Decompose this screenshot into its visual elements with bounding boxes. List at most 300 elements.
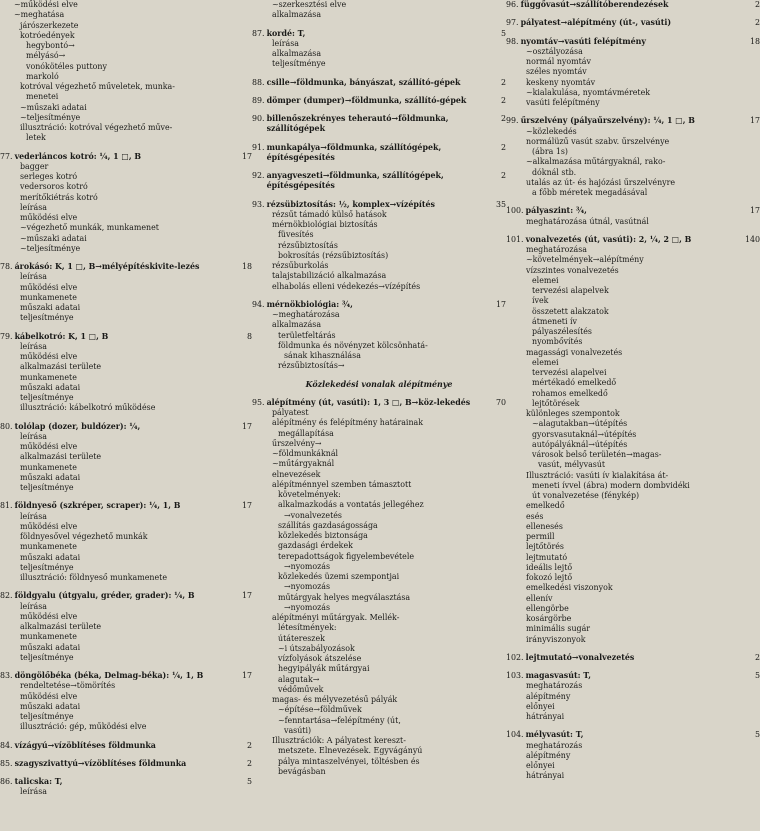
entry-subitem: illusztráció: földnyeső munkamenete <box>20 573 168 582</box>
entry-title: vízágyú→vízöblítéses földmunka <box>14 740 156 750</box>
index-entry <box>0 671 252 733</box>
entry-subitem: dóknál stb. <box>532 167 577 177</box>
entry-title: billenőszekrényes teherautó→földmunka, szállítógépek <box>266 114 449 134</box>
entry-subitem: alkalmazkodás a vontatás jellegéhez <box>278 500 424 510</box>
entry-subitem: műtárgyak helyes megválasztása <box>278 592 411 602</box>
entry-subitem: átmeneti ív <box>532 316 577 326</box>
entry-count: 17 <box>241 501 252 511</box>
entry-subitem: terepadottságok figyelembevétele <box>278 551 415 561</box>
entry-header <box>252 78 506 88</box>
entry-subitem: metszete. Elnevezések. Egyvágányú <box>278 746 423 756</box>
entry-count: 2 <box>500 95 506 105</box>
index-entry <box>252 200 506 292</box>
entry-subitem: elnevezések <box>272 469 321 479</box>
entry-title: függővasút→szállítóberendezések <box>520 0 669 9</box>
entry-title: dömper (dumper)→földmunka, szállító-gépek <box>266 95 467 105</box>
entry-header <box>0 152 252 162</box>
entry-subitem: működési elve <box>20 691 78 701</box>
entry-title: mélyvasút: T, <box>525 730 584 740</box>
entry-count: 35 <box>495 199 506 209</box>
entry-subitem: permill <box>526 532 555 541</box>
entry-count: 18 <box>749 36 760 46</box>
entry-number: 86. <box>0 777 13 786</box>
entry-number: 103. <box>506 671 524 680</box>
entry-subitem: munkamenete <box>20 462 77 472</box>
entry-count: 2 <box>500 77 506 87</box>
entry-subitem: területfeltárás <box>278 330 336 340</box>
entry-subitem: műszaki adatai <box>20 642 81 652</box>
index-entry <box>0 152 252 255</box>
entry-subitem: ellenesés <box>526 521 563 531</box>
entry-subitem: →vonalvezetés <box>284 510 342 520</box>
entry-subitem: ~építése→földművek <box>278 705 362 715</box>
entry-number: 91. <box>252 142 265 152</box>
entry-header <box>0 262 252 272</box>
entry-subitem: mélyásó→ <box>26 51 66 61</box>
entry-subitem: közlekedés biztonsága <box>278 531 368 540</box>
entry-subitem: kotróedények <box>20 30 75 40</box>
entry-subitem: ~teljesítménye <box>20 112 81 122</box>
entry-number: 98. <box>506 36 519 46</box>
entry-subitem: ~meghatározása <box>272 310 340 319</box>
entry-title: nyomtáv→vasúti felépítmény <box>520 36 646 46</box>
entry-subitem: útátereszek <box>278 633 325 643</box>
entry-count: 5 <box>754 730 760 740</box>
index-entry <box>252 300 506 372</box>
entry-subitem: keskeny nyomtáv <box>526 77 596 87</box>
index-entry <box>0 759 252 769</box>
entry-subitem: lejtőtörés <box>526 542 564 552</box>
entry-subitem: közlekedés üzemi szempontjai <box>278 572 400 581</box>
entry-title: munkapálya→földmunka, szállítógépek, építésgépesítés <box>266 142 442 162</box>
index-entry <box>506 206 760 227</box>
index-entry <box>252 398 506 777</box>
entry-subitem: illusztráció: kotróval végezhető műve- <box>20 123 173 132</box>
entry-subitem: magas- és mélyvezetésű pályák <box>272 695 398 704</box>
entry-subitem: normálüzű vasút szabv. űrszelvénye <box>526 136 670 146</box>
entry-count: 17 <box>241 151 252 161</box>
entry-subitem: leírása <box>20 601 47 611</box>
entry-subitem: műszaki adatai <box>20 472 81 482</box>
column-2 <box>252 0 506 785</box>
entry-subitem: ellengörbe <box>526 603 569 613</box>
index-entry <box>506 235 760 645</box>
entry-title: rézsübiztosítás: ½, komplex→vízépítés <box>266 199 435 209</box>
entry-number: 101. <box>506 234 524 244</box>
entry-subitem: hátrányai <box>526 712 565 721</box>
entry-title: földnyeső (szkréper, scraper): ¼, 1, B <box>14 501 181 511</box>
entry-subitem: ~műszaki adatai <box>20 233 87 243</box>
entry-title: kordé: T, <box>266 28 306 38</box>
entry-subitem: rendeltetése→tömörítés <box>20 681 116 691</box>
entry-count: 5 <box>500 28 506 38</box>
entry-subitem: ~alkalmazása műtárgyaknál, rako- <box>526 157 666 167</box>
index-entry <box>252 143 506 164</box>
entry-count: 8 <box>246 331 252 341</box>
entry-subitem: ideális lejtő <box>526 562 573 572</box>
entry-title: alépítmény (út, vasúti): 1, 3 □, B→köz-lekedés <box>266 397 471 407</box>
entry-subitem: vasúti) <box>284 725 312 735</box>
entry-subitem: minimális sugár <box>526 624 591 634</box>
entry-subitem: ~teljesítménye <box>20 243 81 253</box>
entry-subitem: rézsűbiztosítás <box>278 240 338 250</box>
entry-number: 85. <box>0 758 13 768</box>
entry-subitem: kotróval végezhető műveletek, munka- <box>20 82 175 91</box>
entry-number: 95. <box>252 397 265 407</box>
entry-subitem: gyorsvasutaknál→útépítés <box>532 429 637 439</box>
entry-number: 79. <box>0 331 13 341</box>
entry-title: pályatest→alépítmény (út-, vasúti) <box>520 18 672 28</box>
entry-subitem: ~i útszabályozások <box>278 643 355 653</box>
entry-subitem: bevágásban <box>278 766 326 776</box>
entry-subitem: markoló <box>26 71 59 81</box>
entry-subitem: rézsűburkolás <box>272 261 329 270</box>
entry-subitem: űrszelvény→ <box>272 438 322 448</box>
entry-number: 94. <box>252 299 265 309</box>
entry-subitem: →nyomozás <box>284 561 331 571</box>
entry-subitem: hátrányai <box>526 771 565 781</box>
entry-count: 17 <box>241 671 252 680</box>
entry-header <box>252 29 506 39</box>
entry-subitem: illusztráció: kábelkotró működése <box>20 403 156 413</box>
entry-subitem: ~fenntartása→felépítmény (út, <box>278 715 401 725</box>
index-entry <box>252 114 506 135</box>
entry-subitem: meghatározása útnál, vasútnál <box>526 216 649 226</box>
entry-subitem: meghatározás <box>526 740 583 750</box>
entry-number: 99. <box>506 116 519 126</box>
entry-subitem: elemei <box>532 275 559 285</box>
entry-subitem: műszaki adatai <box>20 701 81 711</box>
entry-subitem: vonókötéles puttony <box>26 61 107 71</box>
index-entry <box>0 332 252 414</box>
entry-subitem: bokrosítás (rézsűbiztosítás) <box>278 250 389 260</box>
entry-header <box>252 200 506 210</box>
entry-subitem: emelkedő <box>526 501 565 511</box>
entry-title: csille→földmunka, bányászat, szállító-gépek <box>266 77 461 87</box>
entry-number: 104. <box>506 730 524 740</box>
entry-subitem: letek <box>26 133 46 143</box>
entry-subitem: leírása <box>272 38 299 48</box>
entry-subitem: teljesítménye <box>272 59 326 69</box>
entry-title: árokásó: K, 1 □, B→mélyépítéskivite-lezés <box>14 262 200 271</box>
entry-title: lejtmutató→vonalvezetés <box>525 652 635 662</box>
entry-header <box>506 730 760 740</box>
entry-subitem: ellenív <box>526 593 553 603</box>
entry-count: 5 <box>246 777 252 786</box>
entry-header <box>0 759 252 769</box>
entry-number: 93. <box>252 199 265 209</box>
entry-count: 2 <box>754 652 760 662</box>
entry-subitem: meghatározása <box>526 245 588 254</box>
entry-number: 97. <box>506 18 519 28</box>
entry-subitem: ~szerkesztési elve <box>272 0 347 9</box>
entry-count: 17 <box>749 116 760 126</box>
entry-subitem: merítőkiétrás kotró <box>20 192 98 202</box>
entry-title: talicska: T, <box>14 777 63 786</box>
entry-subitem: fokozó lejtő <box>526 573 573 582</box>
entry-subitem: utalás az út- és hajózási űrszelvényre <box>526 177 676 187</box>
entry-subitem: alkalmazási területe <box>20 452 102 462</box>
entry-subitem: mérnökbiológiai biztosítás <box>272 220 378 229</box>
entry-subitem: →nyomozás <box>284 582 331 592</box>
entry-subitem: vedersoros kotró <box>20 182 88 192</box>
entry-header <box>506 671 760 681</box>
entry-number: 87. <box>252 28 265 38</box>
entry-number: 77. <box>0 151 13 161</box>
entry-header <box>0 332 252 342</box>
index-entry <box>252 29 506 70</box>
entry-subitem: pályatest <box>272 408 309 417</box>
entry-header <box>252 300 506 310</box>
entry-subitem: ~végezhető munkák, munkamenet <box>20 223 159 233</box>
entry-subitem: ~földmunkáknál <box>272 449 339 458</box>
entry-number: 78. <box>0 262 13 271</box>
entry-header <box>0 422 252 432</box>
entry-subitem: sának kihasználása <box>284 351 361 360</box>
entry-subitem: emelkedési viszonyok <box>526 583 613 593</box>
entry-number: 89. <box>252 95 265 105</box>
index-entry <box>506 18 760 28</box>
entry-subitem: működési elve <box>20 442 78 451</box>
entry-subitem: magassági vonalvezetés <box>526 347 623 357</box>
entry-subitem: út vonalvezetése (fénykép) <box>532 491 640 500</box>
entry-count: 5 <box>754 671 760 680</box>
entry-subitem: bagger <box>20 161 49 171</box>
index-entry <box>0 591 252 663</box>
entry-subitem: a főbb méretek megadásával <box>532 188 648 197</box>
entry-header <box>252 143 506 164</box>
entry-header <box>506 116 760 126</box>
entry-number: 80. <box>0 421 13 431</box>
entry-header <box>506 37 760 47</box>
entry-subitem: teljesítménye <box>20 393 74 402</box>
entry-subitem: megállapítása <box>278 428 334 438</box>
entry-subitem: (ábra 1s) <box>532 147 568 156</box>
entry-subitem: járószerkezete <box>20 20 79 30</box>
entry-subitem: elemei <box>532 357 559 367</box>
entry-subitem: ~műtárgyaknál <box>272 459 335 469</box>
entry-subitem: létesítmények: <box>278 623 337 633</box>
entry-subitem: szállítás gazdaságossága <box>278 520 378 530</box>
index-entry <box>252 171 506 192</box>
entry-subitem: széles nyomtáv <box>526 67 587 77</box>
entry-number: 82. <box>0 591 13 601</box>
entry-subitem: földnyesővel végezhető munkák <box>20 532 148 541</box>
entry-number: 88. <box>252 77 265 87</box>
column-1 <box>0 0 252 806</box>
entry-title: vederláncos kotró: ¼, 1 □, B <box>14 151 142 161</box>
index-entry <box>0 0 252 144</box>
entry-subitem: leírása <box>20 431 47 441</box>
entry-subitem: alépítmény <box>526 750 571 760</box>
entry-header <box>0 591 252 601</box>
entry-subitem: teljesítménye <box>20 562 74 572</box>
entry-title: földgyalu (útgyalu, gréder, grader): ¼, B <box>14 591 195 601</box>
entry-subitem: ~meghatása <box>14 10 65 20</box>
entry-number: 83. <box>0 671 13 680</box>
entry-subitem: elhabolás elleni védekezés→vízépítés <box>272 281 421 291</box>
entry-header <box>252 96 506 106</box>
entry-subitem: Illusztráció: vasúti ív kialakítása át- <box>526 470 669 480</box>
entry-number: 100. <box>506 206 524 216</box>
entry-subitem: alépítmény és felépítmény határainak <box>272 418 424 428</box>
entry-subitem: vízszintes vonalvezetés <box>526 265 619 275</box>
entry-title: tolólap (dozer, buldózer): ¼, <box>14 421 141 431</box>
entry-subitem: alkalmazása <box>272 49 322 58</box>
entry-title: anyagveszeti→földmunka, szállítógépek, építésgépesítés <box>266 171 444 191</box>
entry-header <box>0 671 252 681</box>
entry-subitem: különleges szempontok <box>526 409 620 418</box>
entry-count: 2 <box>500 114 506 123</box>
entry-subitem: tervezési alapelvek <box>532 286 609 295</box>
entry-subitem: vízfolyások átszelése <box>278 654 362 663</box>
entry-count: 17 <box>241 591 252 601</box>
entry-title: magasvasút: T, <box>525 671 592 680</box>
entry-header <box>252 398 506 408</box>
entry-subitem: alkalmazása <box>272 320 322 330</box>
entry-number: 92. <box>252 171 265 180</box>
index-entry <box>506 37 760 109</box>
entry-subitem: rohamos emelkedő <box>532 388 608 398</box>
entry-count: 2 <box>500 142 506 152</box>
entry-title: döngölőbéka (béka, Delmag-béka): ¼, 1, B <box>14 671 204 680</box>
entry-subitem: működési elve <box>20 521 78 531</box>
index-entry <box>0 262 252 324</box>
entry-subitem: ~közlekedés <box>526 126 577 136</box>
entry-subitem: esés <box>526 511 544 521</box>
index-entry <box>506 730 760 781</box>
entry-subitem: tervezési alapelvei <box>532 368 607 377</box>
index-entry <box>0 777 252 798</box>
entry-subitem: gazdasági érdekek <box>278 541 353 551</box>
entry-subitem: füvesítés <box>278 230 314 240</box>
entry-subitem: előnyei <box>526 701 555 711</box>
entry-subitem: irányviszonyok <box>526 634 586 644</box>
entry-subitem: vasúti felépítmény <box>526 98 600 107</box>
entry-subitem: ívek <box>532 296 549 306</box>
entry-header <box>506 18 760 28</box>
entry-subitem: munkamenete <box>20 372 77 382</box>
entry-subitem: földmunka és növényzet kölcsönhatá- <box>278 340 428 350</box>
column-3 <box>506 0 760 790</box>
entry-subitem: normál nyomtáv <box>526 57 591 66</box>
entry-subitem: leírása <box>20 787 47 797</box>
entry-subitem: hegybontó→ <box>26 41 75 50</box>
entry-subitem: előnyei <box>526 761 555 770</box>
entry-subitem: követelmények: <box>278 490 341 499</box>
entry-header <box>506 0 760 10</box>
index-entry <box>506 671 760 722</box>
entry-subitem: alépítményi műtárgyak. Mellék- <box>272 613 400 622</box>
entry-count: 2 <box>754 0 760 9</box>
entry-subitem: meghatározás <box>526 681 583 691</box>
entry-subitem: alkalmazása <box>272 10 322 20</box>
entry-subitem: leírása <box>20 511 47 521</box>
section-heading: Közlekedési vonalak alépítménye <box>305 379 453 389</box>
entry-subitem: alépítménnyel szemben támasztott <box>272 479 412 489</box>
entry-number: 84. <box>0 740 13 750</box>
entry-title: szagyszivattyú→vízöblítéses földmunka <box>14 758 187 768</box>
entry-header <box>252 171 506 192</box>
entry-subitem: rézsűbiztosítás→ <box>278 361 345 371</box>
entry-subitem: műszaki adatai <box>20 382 81 392</box>
entry-title: kábelkotró: K, 1 □, B <box>14 331 109 341</box>
entry-title: pályaszint: ¾, <box>525 206 587 216</box>
entry-subitem: műszaki adatai <box>20 303 81 312</box>
entry-subitem: alépítmény <box>526 691 571 701</box>
entry-subitem: hegyipályák műtárgyai <box>278 664 370 674</box>
entry-count: 18 <box>241 262 252 271</box>
entry-subitem: →nyomozás <box>284 602 331 612</box>
entry-count: 2 <box>246 758 252 768</box>
index-entry <box>252 0 506 21</box>
entry-subitem: működési elve <box>20 352 78 361</box>
entry-subitem: ~osztályozása <box>526 46 583 56</box>
entry-subitem: kosárgörbe <box>526 614 572 623</box>
entry-subitem: városok belső területén→magas- <box>532 450 662 459</box>
entry-subitem: teljesítménye <box>20 313 74 323</box>
index-entry <box>0 501 252 583</box>
entry-subitem: teljesítménye <box>20 712 74 721</box>
entry-subitem: védőművek <box>278 684 324 694</box>
index-entry <box>506 116 760 198</box>
entry-title: vonalvezetés (út, vasúti): 2, ¼, 2 □, B <box>525 234 692 244</box>
entry-number: 90. <box>252 114 265 123</box>
index-entry <box>0 422 252 494</box>
entry-subitem: ~követelmények→alépítmény <box>526 255 644 265</box>
entry-header <box>506 653 760 663</box>
index-entry <box>506 0 760 10</box>
entry-subitem: talajstabilizáció alkalmazása <box>272 271 387 281</box>
entry-subitem: működési elve <box>20 282 78 292</box>
entry-count: 17 <box>495 299 506 309</box>
entry-subitem: autópályáknál→útépítés <box>532 439 628 449</box>
entry-subitem: alkalmazási területe <box>20 362 102 372</box>
entry-header <box>252 114 506 135</box>
entry-subitem: vasút, mélyvasút <box>538 460 606 470</box>
entry-subitem: összetett alakzatok <box>532 306 609 316</box>
entry-subitem: ~kialakulása, nyomtávméretek <box>526 87 651 97</box>
index-entry <box>252 78 506 88</box>
entry-subitem: lejtőtörések <box>532 398 580 408</box>
entry-subitem: munkamenete <box>20 542 77 552</box>
entry-number: 81. <box>0 501 13 511</box>
entry-count: 17 <box>749 206 760 216</box>
entry-subitem: teljesítménye <box>20 652 74 662</box>
entry-subitem: meneti ívvel (ábra) modern dombvidéki <box>532 480 690 490</box>
entry-subitem: működési elve <box>20 213 78 222</box>
entry-subitem: működési elve <box>20 611 78 621</box>
entry-count: 2 <box>246 740 252 750</box>
entry-subitem: alagutak→ <box>278 674 320 684</box>
entry-subitem: leírása <box>20 341 47 351</box>
entry-subitem: nyombővítés <box>532 337 583 347</box>
entry-subitem: munkamenete <box>20 292 77 302</box>
entry-count: 17 <box>241 421 252 431</box>
entry-subitem: teljesítménye <box>20 483 74 492</box>
entry-subitem: illusztráció: gép, működési elve <box>20 722 147 732</box>
entry-number: 102. <box>506 652 524 662</box>
entry-number: 96. <box>506 0 519 9</box>
entry-header <box>0 777 252 787</box>
entry-subitem: munkamenete <box>20 632 77 642</box>
entry-subitem: műszaki adatai <box>20 552 81 562</box>
entry-header <box>506 206 760 216</box>
entry-subitem: ~műszaki adatai <box>20 102 87 112</box>
entry-subitem: leírása <box>20 272 47 282</box>
entry-subitem: Illusztrációk: A pályatest kereszt- <box>272 736 406 745</box>
entry-count: 2 <box>754 18 760 28</box>
